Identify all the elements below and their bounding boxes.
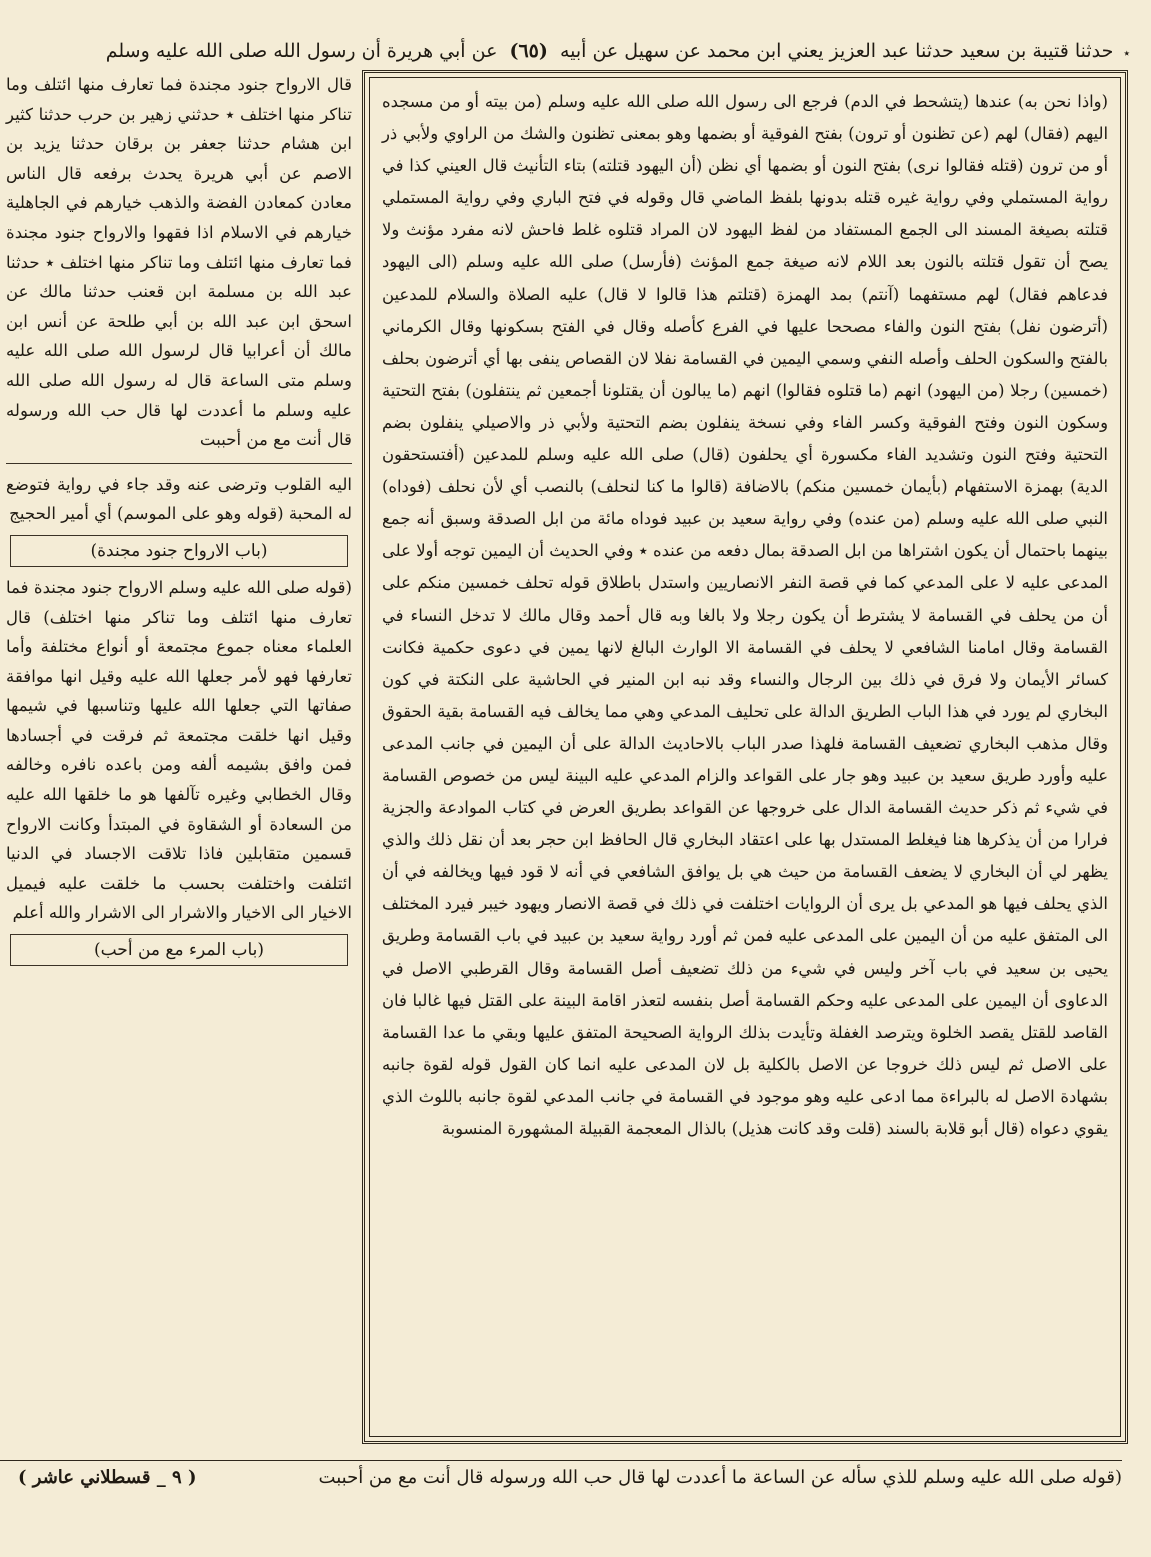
main-text-frame <box>362 70 1128 1444</box>
margin-hadith-text: قال الارواح جنود مجندة فما تعارف منها ائتلف وما تناكر منها اختلف ٭ حدثني زهير بن حرب حدثنا كثير ابن هشام حدثنا جعفر بن برقان حدثنا يزيد بن الاصم عن أبي هريرة يحدث برفعه قال الناس معادن كمعادن الفضة والذهب خيارهم في الجاهلية خيارهم في الاسلام اذا فقهوا والارواح جنود مجندة فما تعارف منها ائتلف وما تناكر منها اختلف ٭ حدثنا عبد الله بن مسلمة ابن قعنب حدثنا مالك عن اسحق ابن عبد الله بن أبي طلحة عن أنس ابن مالك أن أعرابيا قال لرسول الله صلى الله عليه وسلم متى الساعة قال له رسول الله صلى الله عليه وسلم ما أعددت لها قال حب الله ورسوله قال أنت مع من أحببت <box>6 75 352 450</box>
chapter-title: (باب الارواح جنود مجندة) <box>10 535 348 567</box>
asterisk-mark: ٭ <box>1123 46 1130 60</box>
main-commentary-text: (واذا نحن به) عندها (يتشحط في الدم) فرجع الى رسول الله صلى الله عليه وسلم (من بيته أو من مسجده اليهم (فقال) لهم (عن تظنون أو ترون) بفتح الفوقية أو بضمها وهو بمعنى تظنون والشك من الراوي ولأبي ذر أو من ترون (قتله فقالوا نرى) بفتح النون أو بضمها أي نظن (أن اليهود قتلته) بتاء التأنيث قال العيني كذا في رواية المستملي وفي رواية غيره قتله بدونها بلفظ الماضي قال وقوله في فتح الباري وفي رواية المستملي قتلته بصيغة المسند الى الجمع المستفاد من لفظ اليهود لان المراد قتلوه غلط فاحش لانه مفرد مؤنث ولا يصح أن تقول قتلته بالنون بعد اللام لانه صيغة جمع المؤنث (فأرسل) صلى الله عليه وسلم (الى اليهود فدعاهم فقال) لهم مستفهما (آنتم) بمد الهمزة (قتلتم هذا قالوا لا قال) عليه الصلاة والسلام للمدعين (أترضون نفل) بفتح النون والفاء مصححا عليها في الفرع كأصله وقال في الفتح بسكونها وقال الكرماني بالفتح والسكون الحلف وأصله النفي وسمي اليمين في القسامة نفلا لان القصاص ينفى بها أي أترضون بحلف (خمسين) رجلا (من اليهود) انهم (ما قتلوه فقالوا) انهم (ما يبالون أن يقتلونا أجمعين ثم ينتفلون) بفتح التحتية وسكون النون وفتح الفوقية وكسر الفاء وفي نسخة ينفلون بضم التحتية ولأبي ذر والاصيلي ينفلون بضم التحتية وفتح النون وتشديد الفاء مكسورة أي يحلفون (قال) صلى الله عليه وسلم للمدعين (أفتستحقون الدية) بهمزة الاستفهام (بأيمان خمسين منكم) بالاضافة (قالوا ما كنا لنحلف) بالنصب أي لأن نحلف (فوداه) النبي صلى الله عليه وسلم (من عنده) وفي رواية سعيد بن عبيد فوداه مائة من ابل الصدقة وسبق أنه جمع بينهما باحتمال أن يكون اشتراها من ابل الصدقة بمال دفعه من عنده ٭ وفي الحديث أن اليمين توجه أولا على المدعى عليه لا على المدعي كما في قصة النفر الانصاريين واستدل باطلاق قوله تحلف خمسين منكم على أن من يحلف في القسامة لا يشترط أن يكون رجلا ولا بالغا وبه قال أحمد وقال مالك لا تدخل النساء في القسامة وقال امامنا الشافعي لا يحلف في القسامة الا الوارث البالغ لانها يمين في دعوى حكمية فكانت كسائر الأيمان ولا فرق في ذلك بين الرجال والنساء وقد نبه ابن المنير في الحاشية على النكتة في كون البخاري لم يورد في هذا الباب الطريق الدالة على تحليف المدعي وهي مما يخالف فيه القسامة بقية الحقوق وقال مذهب البخاري تضعيف القسامة فلهذا صدر الباب بالاحاديث الدالة على أن اليمين في جانب المدعى عليه وأورد طريق سعيد بن عبيد وهو جار على القواعد والزام المدعي عليه البينة ليس من خصوص القسامة في شيء ثم ذكر حديث القسامة الدال على خروجها عن القواعد بطريق العرض في كتاب الموادعة والجزية فرارا من أن يذكرها هنا فيغلط المستدل بها على اعتقاد البخاري قال الحافظ ابن حجر بعد أن نقل ذلك والذي يظهر لي أن البخاري لا يضعف القسامة من حيث هي بل يوافق الشافعي في أنه لا قود فيها ويخالفه في أن الذي يحلف فيها هو المدعي بل يرى أن الروايات اختلفت في ذلك في قصة الانصار ويهود خيبر فيرد المختلف الى المتفق عليه من أن اليمين على المدعى عليه فمن ثم أورد رواية سعيد بن عبيد في باب القسامة وطريق يحيى بن سعيد في باب آخر وليس في شيء من ذلك تضعيف أصل القسامة وقال القرطبي الاصل في الدعاوى أن اليمين على المدعى عليه وحكم القسامة أصل بنفسه لتعذر اقامة البينة على القتل فيها غالبا فان القاصد للقتل يقصد الخلوة ويترصد الغفلة وتأيدت بذلك الرواية الصحيحة المتفق عليها وبقي ما عدا القسامة على الاصل ثم ليس ذلك خروجا عن الاصل بالكلية بل لان المدعى عليه انما كان القول قوله لقوة جانبه بشهادة الاصل له بالبراءة مما ادعى عليه وهو موجود في القسامة في جانب المدعي لقوة جانبه باللوث الذي يقوي دعواه (قال أبو قلابة بالسند (قلت وقد كانت هذيل) بالذال المعجمة القبيلة المشهورة المنسوبة <box>382 92 1108 1138</box>
margin-gloss-text: اليه القلوب وترضى عنه وقد جاء في رواية فتوضع له المحبة (قوله وهو على الموسم) أي أمير الحجيج <box>6 474 352 524</box>
main-text-box <box>369 77 1121 1437</box>
page-footer <box>0 1460 1122 1491</box>
chapter-title-2: (باب المرء مع من أحب) <box>10 934 348 966</box>
header-isnad: حدثنا قتيبة بن سعيد حدثنا عبد العزيز يعني ابن محمد عن سهيل عن أبيه <box>559 40 1114 62</box>
margin-divider <box>6 463 352 464</box>
header-continuation: عن أبي هريرة أن رسول الله صلى الله عليه وسلم <box>105 40 498 62</box>
footer-text: (قوله صلى الله عليه وسلم للذي سأله عن الساعة ما أعددت لها قال حب الله ورسوله قال أنت مع من أحببت <box>318 1467 1122 1488</box>
margin-column <box>6 70 352 1450</box>
page-header <box>0 34 1130 68</box>
hadith-number: (٦٥) <box>509 40 548 62</box>
signature-mark: ( ٩ _ قسطلاني عاشر ) <box>18 1467 197 1488</box>
margin-commentary: (قوله صلى الله عليه وسلم الارواح جنود مجندة فما تعارف منها ائتلف وما تناكر منها اختلف) قال العلماء معناه جموع مجتمعة أو أنواع مختلفة وأما تعارفها فهو لأمر جعلها الله عليه وقيل انها موافقة صفاتها التي جعلها الله عليها وتناسبها في شيمها وقيل انها خلقت مجتمعة ثم فرقت في أجسادها فمن وافق بشيمه ألفه ومن باعده نافره وخالفه وقال الخطابي وغيره تآلفها هو ما خلقها الله عليه من السعادة أو الشقاوة في المبتدأ وكانت الارواح قسمين متقابلين فاذا تلاقت الاجساد في الدنيا ائتلفت واختلفت بحسب ما خلقت عليه فيميل الاخيار الى الاخيار والاشرار الى الاشرار والله أعلم <box>6 577 352 923</box>
